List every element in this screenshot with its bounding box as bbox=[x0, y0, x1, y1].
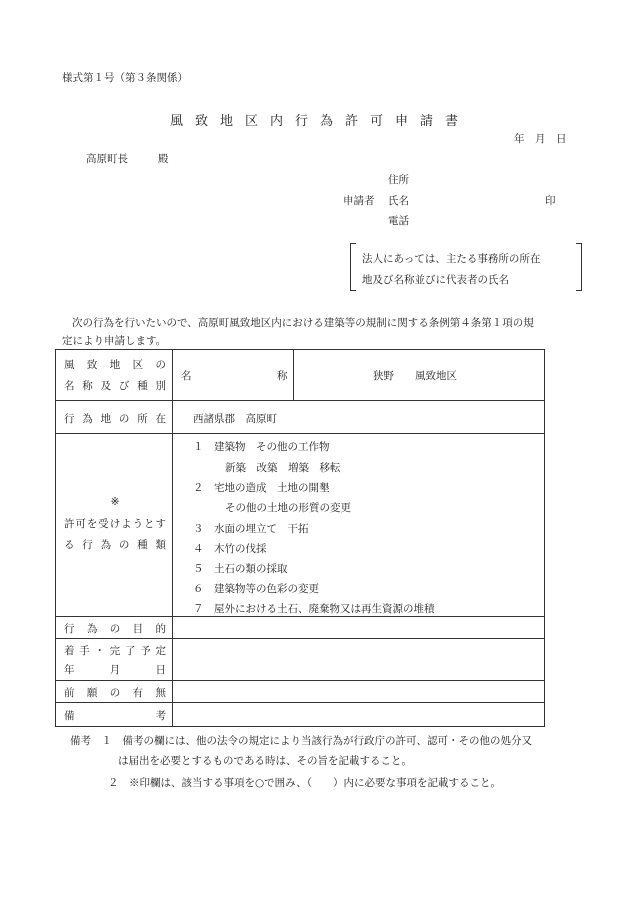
district-name-label-2: 称 bbox=[277, 370, 288, 382]
table-row-remarks bbox=[56, 702, 544, 726]
addressee-honorific: 殿 bbox=[158, 153, 169, 165]
corporate-note-line-2: 地及び名称並びに代表者の氏名 bbox=[362, 274, 509, 286]
schedule-value-cell[interactable] bbox=[173, 639, 544, 680]
date-line: 年 月 日 bbox=[514, 133, 567, 145]
remarks-label-cell bbox=[56, 703, 173, 726]
act-item-1-sub: 新築 改築 増築 移転 bbox=[225, 462, 341, 474]
note-line-2: は届出を必要とするものである時は、その旨を記載すること。 bbox=[118, 755, 412, 767]
act-item-4: ４ 木竹の伐採 bbox=[193, 543, 267, 555]
act-item-2: ２ 宅地の造成 土地の開墾 bbox=[193, 482, 330, 494]
previous-label-cell bbox=[56, 681, 173, 702]
table-row-previous bbox=[56, 680, 544, 702]
district-label-line-2: 名称及び種別 bbox=[64, 380, 166, 392]
schedule-label-line-1: 着手・完了予定 bbox=[64, 645, 166, 657]
location-label-cell bbox=[56, 401, 173, 433]
table-row-act-type bbox=[56, 433, 544, 616]
act-type-label-line-1: 許可を受けようとす bbox=[64, 518, 166, 530]
intro-line-2: 定により申請します。 bbox=[62, 335, 167, 347]
page-title: 風致地区内行為許可申請書 bbox=[169, 114, 470, 129]
address-label: 住所 bbox=[388, 174, 409, 186]
schedule-label-line-2: 年 月 日 bbox=[64, 664, 166, 676]
corporate-note-bracket bbox=[350, 243, 582, 291]
act-type-label-cell bbox=[56, 434, 173, 616]
district-name-label-1: 名 bbox=[181, 370, 192, 382]
note-line-1: 備考 １ 備考の欄には、他の法令の規定により当該行為が行政庁の許可、認可・その他の処分又 bbox=[70, 735, 532, 747]
location-value-cell[interactable] bbox=[173, 401, 544, 433]
district-label-line-1: 風致地区の bbox=[64, 359, 166, 371]
act-type-value-cell[interactable] bbox=[173, 434, 544, 616]
addressee-name: 高原町長 bbox=[86, 153, 128, 165]
act-item-7: ７ 屋外における土石、廃棄物又は再生資源の堆積 bbox=[193, 603, 435, 615]
form-number: 様式第１号（第３条関係） bbox=[62, 72, 188, 84]
table-row-schedule bbox=[56, 638, 544, 680]
left-bracket bbox=[350, 243, 356, 291]
seal-label: 印 bbox=[545, 195, 556, 207]
act-type-mark: ※ bbox=[110, 496, 120, 508]
purpose-label: 行為の目的 bbox=[64, 623, 166, 635]
district-label-cell bbox=[56, 350, 173, 400]
location-label: 行為地の所在 bbox=[64, 413, 166, 425]
act-type-label-line-2: る行為の種類 bbox=[64, 539, 166, 551]
purpose-label-cell bbox=[56, 617, 173, 638]
table-row-location bbox=[56, 400, 544, 433]
applicant-label: 申請者 bbox=[343, 195, 375, 207]
previous-label: 前願の有無 bbox=[64, 687, 166, 699]
location-value: 西諸県郡 高原町 bbox=[193, 413, 277, 425]
act-item-3: ３ 水面の埋立て 干拓 bbox=[193, 523, 309, 535]
district-name-label-cell bbox=[173, 350, 294, 400]
remarks-value-cell[interactable] bbox=[173, 703, 544, 726]
note-line-3: ２ ※印欄は、該当する事項を○で囲み、（ ）内に必要な事項を記載すること。 bbox=[108, 777, 502, 789]
district-name-value: 狭野 風致地区 bbox=[373, 370, 457, 382]
application-table bbox=[55, 349, 545, 727]
act-item-5: ５ 土石の類の採取 bbox=[193, 563, 288, 575]
previous-value-cell[interactable] bbox=[173, 681, 544, 702]
purpose-value-cell[interactable] bbox=[173, 617, 544, 638]
name-label: 氏名 bbox=[388, 195, 409, 207]
act-item-6: ６ 建築物等の色彩の変更 bbox=[193, 583, 319, 595]
act-item-2-sub: その他の土地の形質の変更 bbox=[225, 502, 351, 514]
corporate-note-line-1: 法人にあっては、主たる事務所の所在 bbox=[362, 253, 541, 265]
addressee bbox=[86, 151, 169, 166]
district-value-cell[interactable] bbox=[173, 350, 544, 400]
table-row-purpose bbox=[56, 616, 544, 638]
remarks-label: 備考 bbox=[64, 710, 166, 722]
intro-line-1: 次の行為を行いたいので、高原町風致地区内における建築等の規制に関する条例第４条第１項の規 bbox=[72, 317, 534, 329]
act-item-1: １ 建築物 その他の工作物 bbox=[193, 441, 330, 453]
right-bracket bbox=[576, 243, 582, 291]
table-row-district bbox=[56, 350, 544, 400]
schedule-label-cell bbox=[56, 639, 173, 680]
phone-label: 電話 bbox=[388, 215, 409, 227]
